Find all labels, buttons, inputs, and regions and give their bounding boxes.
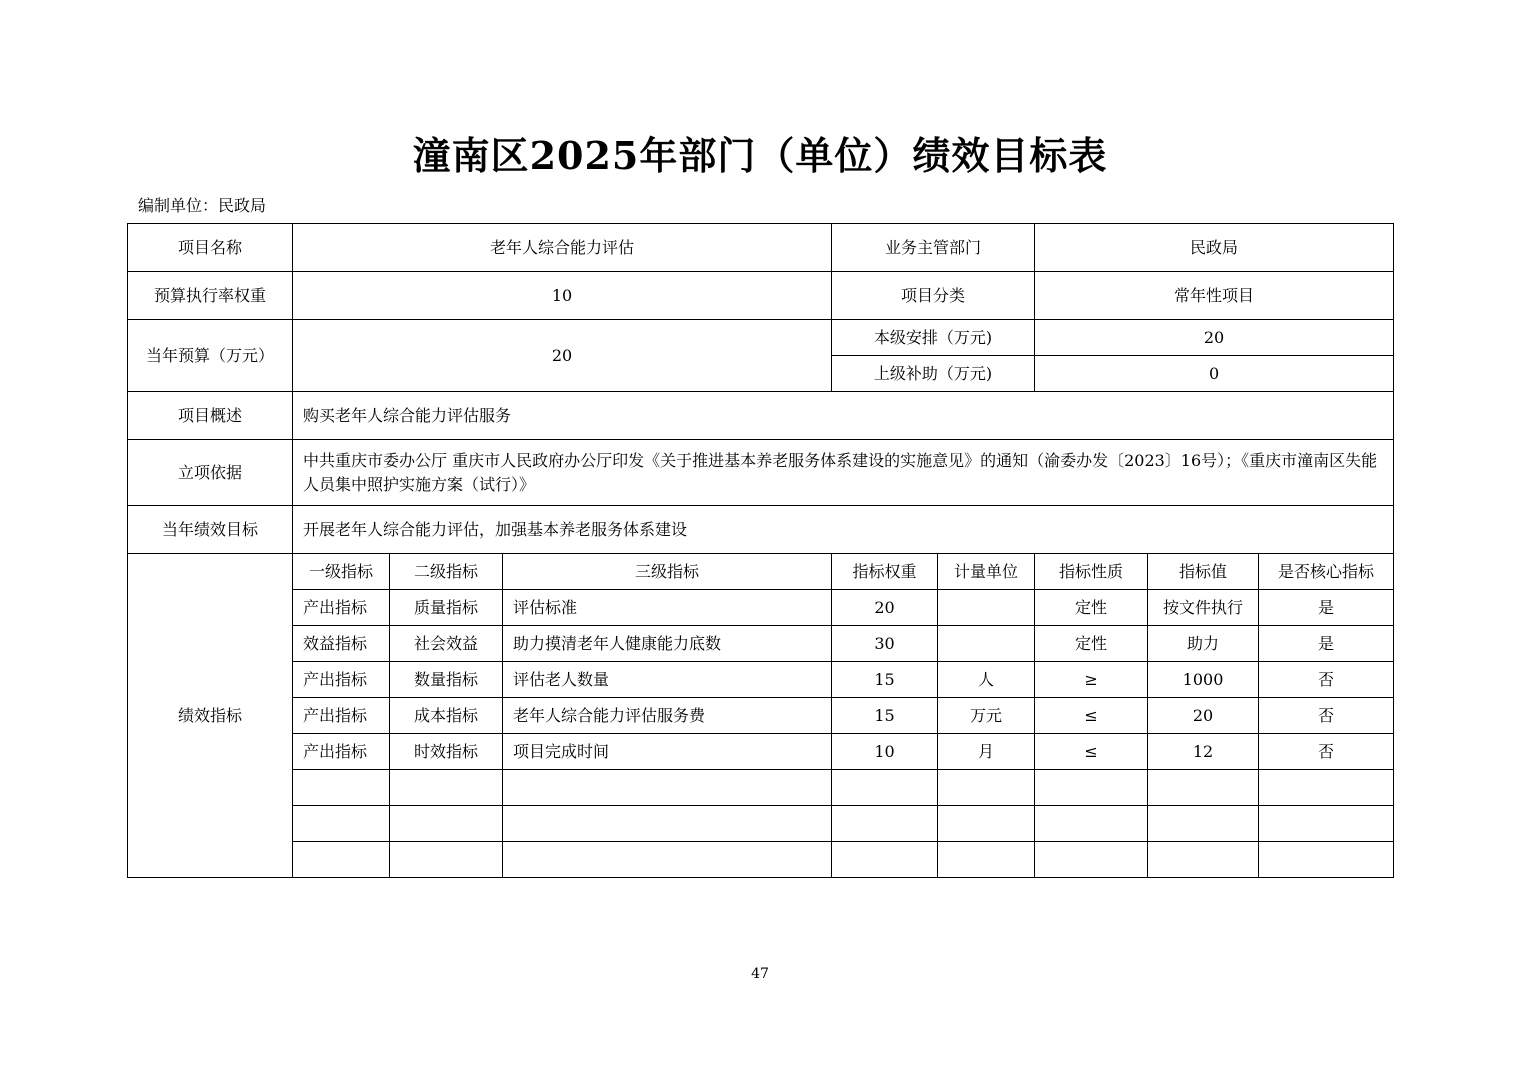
cell-nature: ≤ (1035, 734, 1148, 770)
cell-weight: 10 (832, 734, 938, 770)
cell-level2 (390, 770, 503, 806)
page-title: 潼南区2025年部门（单位）绩效目标表 (412, 133, 1108, 178)
cell-core (1259, 806, 1394, 842)
cell-level3: 评估标准 (503, 590, 832, 626)
cell-level3: 助力摸清老年人健康能力底数 (503, 626, 832, 662)
cell-nature: 定性 (1035, 590, 1148, 626)
cell-level1: 产出指标 (293, 590, 390, 626)
performance-target-table (127, 223, 1394, 878)
table-row-empty (128, 842, 1394, 878)
project-name-value: 老年人综合能力评估 (293, 224, 832, 272)
cell-weight: 30 (832, 626, 938, 662)
cell-value: 按文件执行 (1148, 590, 1259, 626)
cell-core (1259, 842, 1394, 878)
goal-value: 开展老年人综合能力评估，加强基本养老服务体系建设 (293, 506, 1394, 554)
cell-core: 是 (1259, 626, 1394, 662)
row-exec-weight (128, 272, 1394, 320)
cell-value: 20 (1148, 698, 1259, 734)
cell-value: 1000 (1148, 662, 1259, 698)
cell-core: 否 (1259, 734, 1394, 770)
table-row (128, 698, 1394, 734)
cell-level3: 项目完成时间 (503, 734, 832, 770)
basis-label: 立项依据 (128, 440, 293, 506)
local-value: 20 (1035, 320, 1394, 356)
category-label: 项目分类 (832, 272, 1035, 320)
row-budget-local (128, 320, 1394, 356)
cell-level1: 效益指标 (293, 626, 390, 662)
cell-level3: 评估老人数量 (503, 662, 832, 698)
cell-level3 (503, 770, 832, 806)
table-row (128, 662, 1394, 698)
cell-nature: 定性 (1035, 626, 1148, 662)
compiling-unit-value: 民政局 (218, 196, 267, 215)
header-weight: 指标权重 (832, 554, 938, 590)
dept-value: 民政局 (1035, 224, 1394, 272)
cell-level1: 产出指标 (293, 734, 390, 770)
cell-level3: 老年人综合能力评估服务费 (503, 698, 832, 734)
table-row (128, 590, 1394, 626)
page-number: 47 (751, 966, 769, 982)
cell-value (1148, 770, 1259, 806)
cell-level2: 质量指标 (390, 590, 503, 626)
upper-label: 上级补助（万元) (832, 356, 1035, 392)
header-level1: 一级指标 (293, 554, 390, 590)
cell-value (1148, 806, 1259, 842)
cell-nature: ≤ (1035, 698, 1148, 734)
row-project-name (128, 224, 1394, 272)
cell-core: 是 (1259, 590, 1394, 626)
header-core: 是否核心指标 (1259, 554, 1394, 590)
compiling-unit-label: 编制单位： (138, 196, 219, 215)
cell-level2: 社会效益 (390, 626, 503, 662)
dept-label: 业务主管部门 (832, 224, 1035, 272)
cell-level2: 时效指标 (390, 734, 503, 770)
row-basis (128, 440, 1394, 506)
cell-core: 否 (1259, 662, 1394, 698)
cell-level2: 成本指标 (390, 698, 503, 734)
cell-level2 (390, 806, 503, 842)
overview-label: 项目概述 (128, 392, 293, 440)
header-nature: 指标性质 (1035, 554, 1148, 590)
cell-nature (1035, 770, 1148, 806)
cell-nature: ≥ (1035, 662, 1148, 698)
cell-unit (938, 806, 1035, 842)
cell-weight (832, 842, 938, 878)
header-unit: 计量单位 (938, 554, 1035, 590)
local-label: 本级安排（万元) (832, 320, 1035, 356)
cell-unit (938, 626, 1035, 662)
table-row-empty (128, 770, 1394, 806)
cell-level1 (293, 842, 390, 878)
cell-value (1148, 842, 1259, 878)
cell-unit (938, 842, 1035, 878)
budget-label: 当年预算（万元） (128, 320, 293, 392)
header-level3: 三级指标 (503, 554, 832, 590)
cell-level1: 产出指标 (293, 698, 390, 734)
compiling-unit (138, 194, 266, 218)
cell-weight: 15 (832, 662, 938, 698)
project-name-label: 项目名称 (128, 224, 293, 272)
cell-level3 (503, 842, 832, 878)
cell-weight (832, 806, 938, 842)
exec-weight-label: 预算执行率权重 (128, 272, 293, 320)
indicator-section-label: 绩效指标 (128, 554, 293, 878)
exec-weight-value: 10 (293, 272, 832, 320)
cell-core: 否 (1259, 698, 1394, 734)
basis-value: 中共重庆市委办公厅 重庆市人民政府办公厅印发《关于推进基本养老服务体系建设的实施意见》的通知（渝委办发〔2023〕16号）；《重庆市潼南区失能人员集中照护实施方案（试行）》 (293, 440, 1394, 506)
cell-unit: 人 (938, 662, 1035, 698)
cell-weight: 15 (832, 698, 938, 734)
cell-nature (1035, 842, 1148, 878)
indicator-header-row (128, 554, 1394, 590)
cell-unit: 万元 (938, 698, 1035, 734)
budget-value: 20 (293, 320, 832, 392)
cell-value: 12 (1148, 734, 1259, 770)
cell-value: 助力 (1148, 626, 1259, 662)
goal-label: 当年绩效目标 (128, 506, 293, 554)
table-row (128, 626, 1394, 662)
category-value: 常年性项目 (1035, 272, 1394, 320)
header-level2: 二级指标 (390, 554, 503, 590)
cell-level2: 数量指标 (390, 662, 503, 698)
cell-level2 (390, 842, 503, 878)
cell-level1 (293, 770, 390, 806)
row-goal (128, 506, 1394, 554)
cell-unit: 月 (938, 734, 1035, 770)
cell-unit (938, 590, 1035, 626)
table-row (128, 734, 1394, 770)
header-value: 指标值 (1148, 554, 1259, 590)
upper-value: 0 (1035, 356, 1394, 392)
cell-level1 (293, 806, 390, 842)
cell-level1: 产出指标 (293, 662, 390, 698)
cell-nature (1035, 806, 1148, 842)
cell-level3 (503, 806, 832, 842)
cell-unit (938, 770, 1035, 806)
cell-weight: 20 (832, 590, 938, 626)
table-row-empty (128, 806, 1394, 842)
overview-value: 购买老年人综合能力评估服务 (293, 392, 1394, 440)
row-overview (128, 392, 1394, 440)
cell-weight (832, 770, 938, 806)
cell-core (1259, 770, 1394, 806)
